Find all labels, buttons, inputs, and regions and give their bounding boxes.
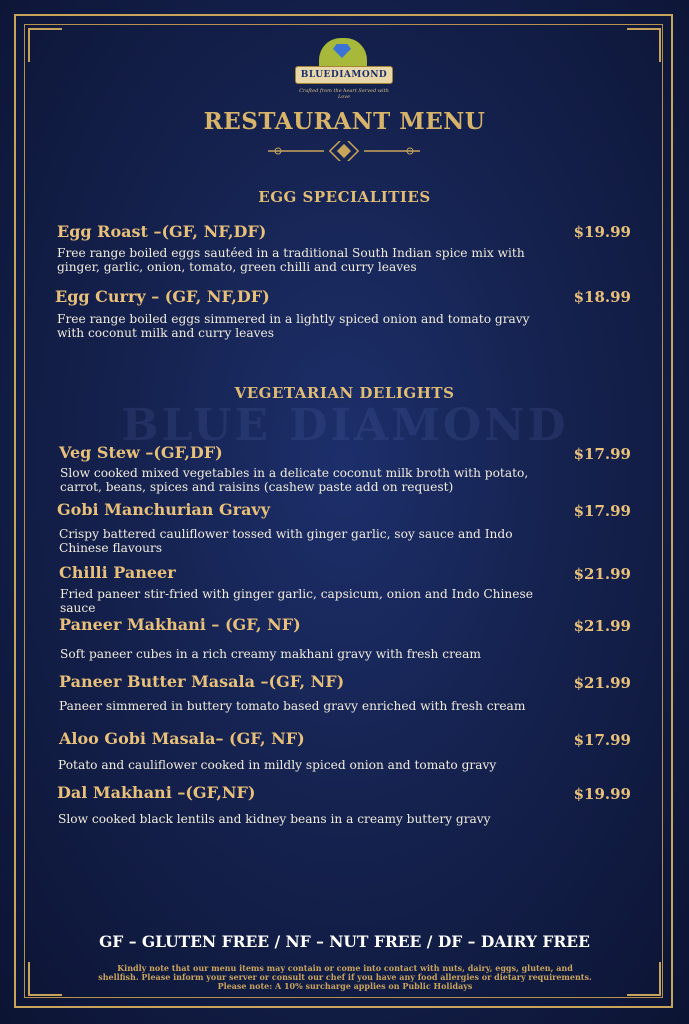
footnote-line: shellfish. Please inform your server or consult our chef if you have any food allergies or dietary requirements. [98, 972, 592, 982]
menu-item-description: Potato and cauliflower cooked in mildly spiced onion and tomato gravy [58, 758, 497, 772]
menu-item-description: Soft paneer cubes in a rich creamy makhani gravy with fresh cream [60, 647, 481, 661]
logo-tagline: Crafted from the heart Served with Love [299, 88, 389, 100]
footnote-line: Please note: A 10% surcharge applies on Public Holidays [217, 981, 473, 991]
dietary-legend: GF – GLUTEN FREE / NF – NUT FREE / DF – DAIRY FREE [99, 932, 590, 951]
menu-item-name: Paneer Butter Masala –(GF, NF) [59, 672, 345, 691]
menu-item-price: $21.99 [573, 674, 631, 692]
menu-item-price: $21.99 [573, 565, 631, 583]
menu-item-description: Slow cooked black lentils and kidney beans in a creamy buttery gravy [58, 812, 491, 826]
menu-item-price: $21.99 [573, 617, 631, 635]
corner-ornament [28, 28, 62, 62]
corner-ornament [627, 28, 661, 62]
menu-item-description: Free range boiled eggs simmered in a lightly spiced onion and tomato gravy with coconut milk and curry leaves [57, 312, 530, 340]
menu-item-name: Egg Roast –(GF, NF,DF) [57, 222, 267, 241]
page-title: RESTAURANT MENU [203, 108, 486, 135]
menu-item-name: Chilli Paneer [59, 563, 176, 582]
menu-item-name: Dal Makhani –(GF,NF) [57, 783, 256, 802]
menu-item-description: Crispy battered cauliflower tossed with ginger garlic, soy sauce and Indo Chinese flavours [59, 527, 513, 555]
logo-brand: BLUEDIAMOND [295, 66, 393, 84]
menu-item-name: Gobi Manchurian Gravy [57, 500, 271, 519]
menu-item-name: Egg Curry – (GF, NF,DF) [55, 287, 270, 306]
corner-ornament [28, 962, 62, 996]
restaurant-logo [295, 36, 393, 114]
menu-item-price: $17.99 [573, 502, 631, 520]
menu-item-name: Paneer Makhani – (GF, NF) [59, 615, 301, 634]
menu-item-price: $19.99 [573, 785, 631, 803]
section-heading-vegetarian: VEGETARIAN DELIGHTS [234, 384, 455, 402]
menu-item-description: Fried paneer stir-fried with ginger garlic, capsicum, onion and Indo Chinese sauce [60, 587, 533, 615]
menu-item-description: Free range boiled eggs sautéed in a traditional South Indian spice mix with ginger, garlic, onion, tomato, green chilli and curry leaves [57, 246, 525, 274]
menu-item-price: $17.99 [573, 445, 631, 463]
menu-item-name: Aloo Gobi Masala– (GF, NF) [59, 729, 305, 748]
corner-ornament [627, 962, 661, 996]
menu-item-description: Slow cooked mixed vegetables in a delicate coconut milk broth with potato, carrot, beans, spices and raisins (cashew paste add on request) [60, 466, 529, 494]
menu-item-name: Veg Stew –(GF,DF) [59, 443, 223, 462]
menu-item-description: Paneer simmered in buttery tomato based gravy enriched with fresh cream [59, 699, 526, 713]
footnote-line: Kindly note that our menu items may contain or come into contact with nuts, dairy, eggs, gluten, and [117, 963, 573, 973]
menu-item-price: $19.99 [573, 223, 631, 241]
menu-item-price: $17.99 [573, 731, 631, 749]
title-divider-ornament [268, 141, 420, 161]
allergy-footnote [90, 964, 600, 991]
section-heading-egg: EGG SPECIALITIES [258, 188, 431, 206]
watermark-logo: BLUE DIAMOND [121, 400, 569, 451]
menu-item-price: $18.99 [573, 288, 631, 306]
